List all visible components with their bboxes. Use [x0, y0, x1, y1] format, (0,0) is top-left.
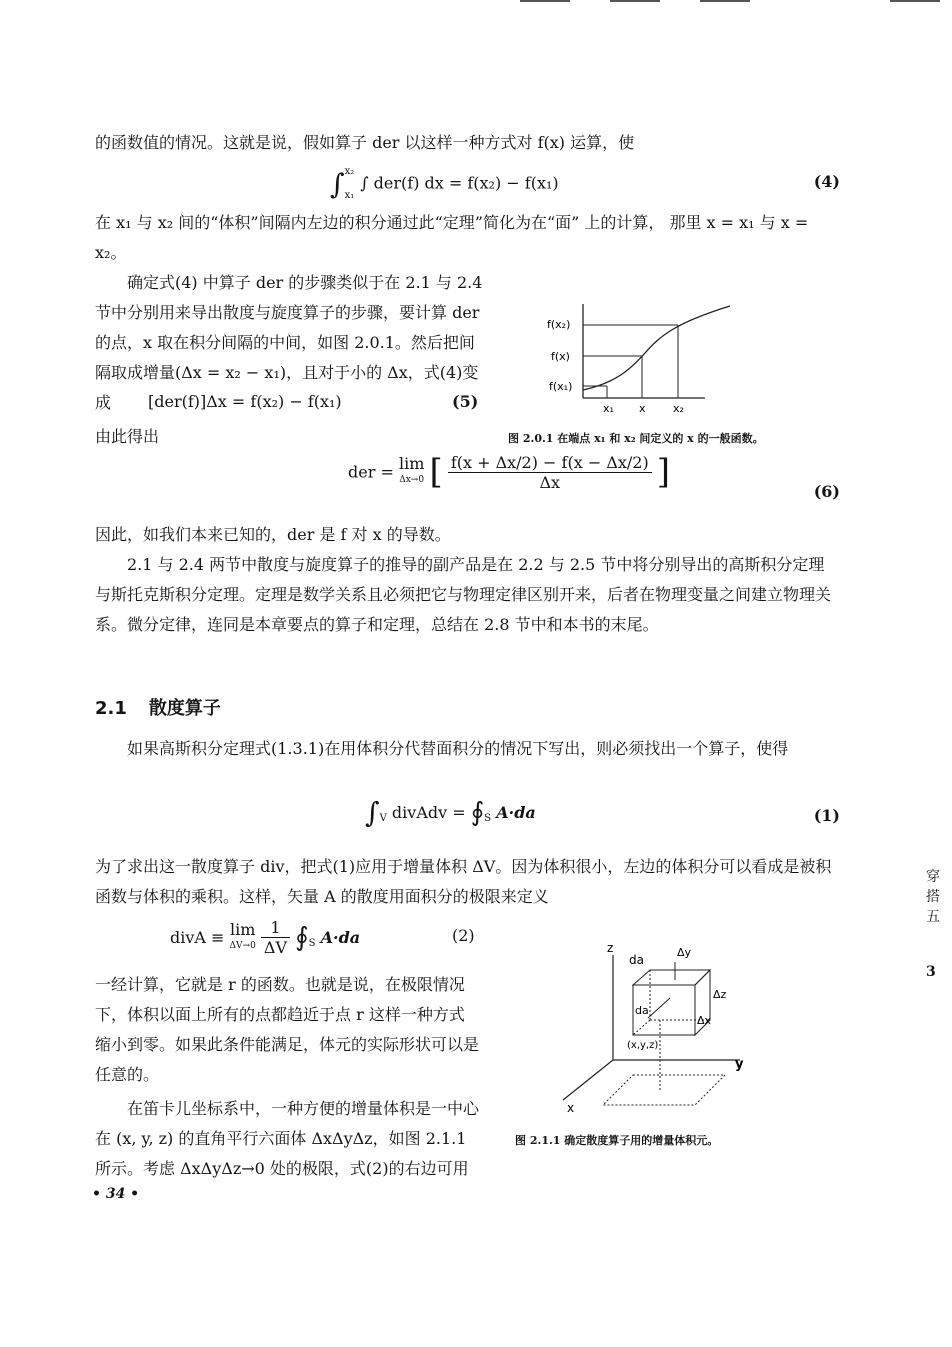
- fig211-label-point: (x,y,z): [627, 1040, 659, 1051]
- paragraph-10: [95, 1094, 480, 1178]
- fig211-cube-top: [633, 970, 710, 985]
- fig201-label-x: x: [639, 402, 646, 415]
- eq4-body: ∫ der(f) dx = f(x₂) − f(x₁): [360, 173, 559, 193]
- page-number: • 34 •: [92, 1186, 140, 1202]
- paragraph-3-text: 确定式(4) 中算子 der 的步骤类似于在 2.1 与 2.4 节中分别用来导出散度与旋度算子的步骤，要计算 der 的点，x 取在积分间隔的中间，如图 2.0.1。然后把间隔取成增量(Δx = x₂ − x₁)，且对于小的 Δx，式(4)变成: [95, 273, 483, 412]
- eq6-fraction: [448, 453, 652, 492]
- equation-5: [der(f)]Δx = f(x₂) − f(x₁): [148, 392, 342, 411]
- fig201-label-fx1: f(x₁): [549, 380, 573, 393]
- fig211-label-da-top: da: [629, 953, 644, 967]
- eq6-lim-word: lim: [398, 454, 425, 473]
- margin-char-1: 穿: [926, 869, 940, 885]
- figure-2-1-1: [545, 940, 765, 1125]
- fig211-label-x: x: [567, 1101, 575, 1115]
- eq1-right: A·da: [496, 803, 536, 822]
- figure-2-0-1-caption: 图 2.0.1 在端点 x₁ 和 x₂ 间定义的 x 的一般函数。: [508, 432, 764, 445]
- equation-2: [170, 918, 360, 957]
- eq4-upper-limit: x₂: [344, 166, 355, 177]
- fig201-label-fx: f(x): [551, 350, 570, 363]
- equation-6: der = lim Δx→0 [ $\frac{f(x + \Delta x/2) - f(x - \Delta x/2)}{\Delta x}$ ]: [348, 452, 671, 492]
- paragraph-4: 由此得出: [95, 427, 160, 446]
- eq1-oint-sub: S: [484, 813, 492, 825]
- eq2-oint: ∮: [295, 922, 309, 953]
- equation-4: ∫ x₂ x₁ ∫ der(f) dx = f(x₂) − f(x₁): [330, 166, 559, 201]
- margin-char-4: 3: [926, 964, 936, 980]
- paragraph-6: 2.1 与 2.4 两节中散度与旋度算子的推导的副产品是在 2.2 与 2.5 节中将分别导出的高斯积分定理与斯托克斯积分定理。定理是数学关系且必须把它与物理定律区别开来，后者在物理变量之间建立物理关系。微分定律，连同是本章要点的算子和定理，总结在 2.8 节中和本书的末尾。: [95, 555, 832, 634]
- eq1-integral-sub: V: [379, 813, 387, 825]
- equation-1-number: (1): [813, 806, 840, 825]
- fig211-floor: [603, 1075, 725, 1105]
- paragraph-1: 的函数值的情况。这就是说，假如算子 der 以这样一种方式对 f(x) 运算，使: [95, 133, 635, 152]
- paragraph-8: 为了求出这一散度算子 div，把式(1)应用于增量体积 ΔV。因为体积很小，左边的体积分可以看成是被积函数与体积的乘积。这样，矢量 A 的散度用面积分的极限来定义: [95, 857, 832, 906]
- equation-2-number: (2): [452, 926, 475, 945]
- fig201-curve: [583, 306, 730, 390]
- eq6-numerator: f(x + Δx/2) − f(x − Δx/2): [448, 453, 652, 473]
- paragraph-9: 一经计算，它就是 r 的函数。也就是说，在极限情况下，体积以面上所有的点都趋近于点 r 这样一种方式缩小到零。如果此条件能满足，体元的实际形状可以是任意的。: [95, 975, 480, 1084]
- section-title: 散度算子: [148, 698, 221, 719]
- fig211-label-dy: Δy: [677, 946, 692, 959]
- equation-1: [365, 796, 536, 829]
- eq4-lower-limit: x₁: [344, 190, 355, 201]
- eq6-lhs: der =: [348, 462, 394, 482]
- eq2-lim-word: lim: [229, 919, 256, 939]
- eq2-numerator: 1: [261, 918, 290, 938]
- fig211-label-dz: Δz: [713, 988, 727, 1001]
- eq1-oint: ∮: [470, 797, 485, 828]
- fig201-label-x2: x₂: [673, 402, 684, 415]
- top-rule-1: [520, 0, 570, 2]
- paragraph-2: 在 x₁ 与 x₂ 间的“体积”间隔内左边的积分通过此“定理”简化为在“面” 上的计算， 那里 x = x₁ 与 x = x₂。: [95, 213, 809, 262]
- fig211-label-dx: Δx: [697, 1014, 712, 1027]
- eq2-oint-sub: S: [308, 938, 316, 950]
- fig211-label-y: y: [735, 1057, 744, 1072]
- eq1-integral: ∫: [365, 796, 380, 829]
- fig201-label-fx2: f(x₂): [547, 318, 571, 331]
- fig201-label-x1: x₁: [603, 402, 614, 415]
- top-rule-3: [700, 0, 750, 2]
- fig211-label-da-side: da: [635, 1004, 649, 1017]
- top-rule-2: [610, 0, 660, 2]
- margin-char-2: 搭: [926, 889, 940, 905]
- eq2-lhs: divA ≡: [170, 928, 225, 947]
- fig211-label-z: z: [607, 941, 614, 955]
- eq6-lim-sub: Δx→0: [399, 475, 425, 485]
- fig211-x-axis: [563, 1060, 613, 1100]
- eq6-limit: [399, 456, 424, 488]
- eq2-fraction: [261, 918, 290, 957]
- paragraph-5: 因此，如我们本来已知的，der 是 f 对 x 的导数。: [95, 525, 451, 544]
- equation-6-number: (6): [813, 482, 840, 501]
- figure-2-0-1: [545, 298, 745, 420]
- section-number: 2.1: [95, 698, 127, 719]
- paragraph-7: 如果高斯积分定理式(1.3.1)在用体积分代替面积分的情况下写出，则必须找出一个算子，使得: [127, 739, 789, 758]
- eq2-limit: [229, 919, 256, 954]
- equation-4-number: (4): [813, 172, 840, 191]
- paragraph-10-text: 在笛卡儿坐标系中，一种方便的增量体积是一中心在 (x, y, z) 的直角平行六面体 ΔxΔyΔz，如图 2.1.1 所示。考虑 ΔxΔyΔz→0 处的极限，式(2)的右边可用: [95, 1099, 480, 1178]
- fig211-diag-arrow: [648, 998, 670, 1018]
- eq6-denominator: Δx: [539, 472, 561, 492]
- eq1-middle: divAdv =: [391, 803, 466, 822]
- equation-5-number: (5): [452, 392, 479, 411]
- top-rule-4: [890, 0, 940, 2]
- margin-char-3: 五: [926, 909, 940, 925]
- eq2-lim-sub: ΔV→0: [229, 940, 256, 951]
- figure-2-1-1-caption: 图 2.1.1 确定散度算子用的增量体积元。: [515, 1134, 719, 1147]
- section-heading: [95, 694, 221, 720]
- eq2-denominator: ΔV: [263, 938, 288, 957]
- eq2-rhs: A·da: [320, 928, 361, 947]
